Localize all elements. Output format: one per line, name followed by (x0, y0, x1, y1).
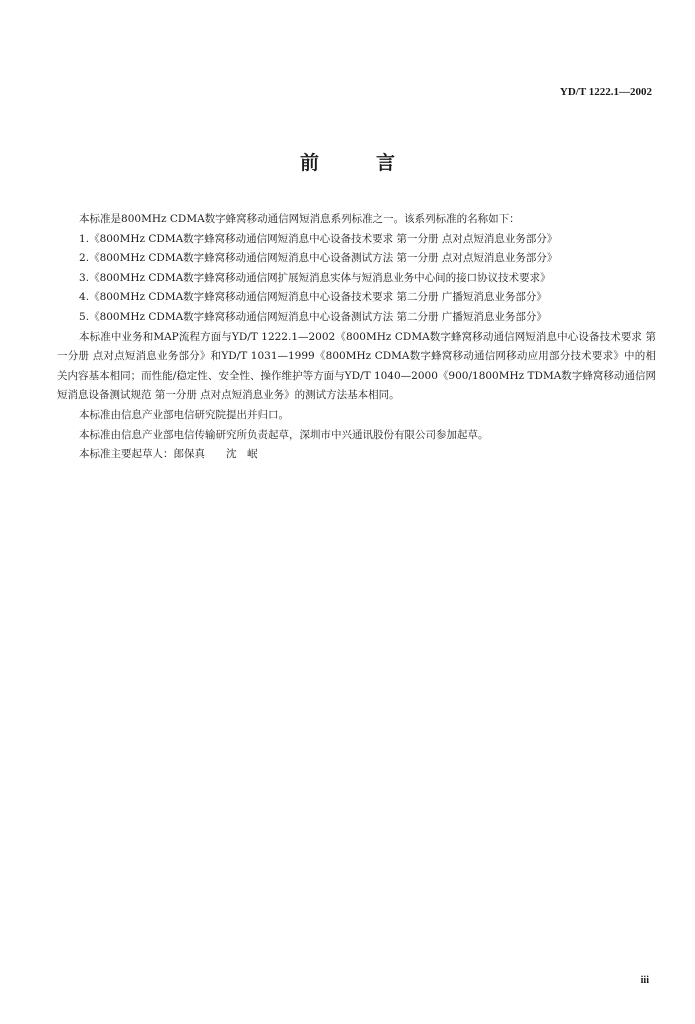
list-item: 2.《800MHz CDMA数字蜂窝移动通信网短消息中心设备测试方法 第一分册 点对点短消息业务部分》 (79, 252, 558, 265)
list-item: 4.《800MHz CDMA数字蜂窝移动通信网短消息中心设备技术要求 第二分册 广播短消息业务部分》 (79, 291, 547, 304)
page-number: iii (640, 975, 649, 986)
list-item: 3.《800MHz CDMA数字蜂窝移动通信网扩展短消息实体与短消息业务中心间的接口协议技术要求》 (79, 271, 551, 284)
page-title: 前 言 (299, 152, 395, 174)
proposer-paragraph: 本标准由信息产业部电信研究院提出并归口。 (79, 408, 290, 421)
drafter-org-paragraph: 本标准由信息产业部电信传输研究所负责起草，深圳市中兴通讯股份有限公司参加起草。 (79, 428, 489, 441)
body-paragraph: 本标准中业务和MAP流程方面与YD/T 1222.1—2002《800MHz CDMA数字蜂窝移动通信网短消息中心设备技术要求 第一分册 点对点短消息业务部分》和YD/T 1031—1999《800MHz CDMA数字蜂窝移动通信网移动应用部分技术要求》中的相关内容基本相同；而性能/稳定性、安全性、操作维护等方面与YD/T 1040—2000《900/1800MHz TDMA数字蜂窝移动通信网短消息设备测试规范 第一分册 点对点短消息业务》的测试方法基本相同。 (57, 330, 656, 402)
drafters-paragraph: 本标准主要起草人：郎保真 沈 岷 (79, 448, 258, 461)
standard-code: YD/T 1222.1—2002 (559, 86, 652, 98)
list-item: 5.《800MHz CDMA数字蜂窝移动通信网短消息中心设备测试方法 第二分册 广播短消息业务部分》 (79, 310, 547, 323)
intro-paragraph: 本标准是800MHz CDMA数字蜂窝移动通信网短消息系列标准之一。该系列标准的名称如下： (79, 213, 520, 225)
list-item: 1.《800MHz CDMA数字蜂窝移动通信网短消息中心设备技术要求 第一分册 点对点短消息业务部分》 (79, 232, 558, 245)
foreword-body (57, 210, 656, 465)
